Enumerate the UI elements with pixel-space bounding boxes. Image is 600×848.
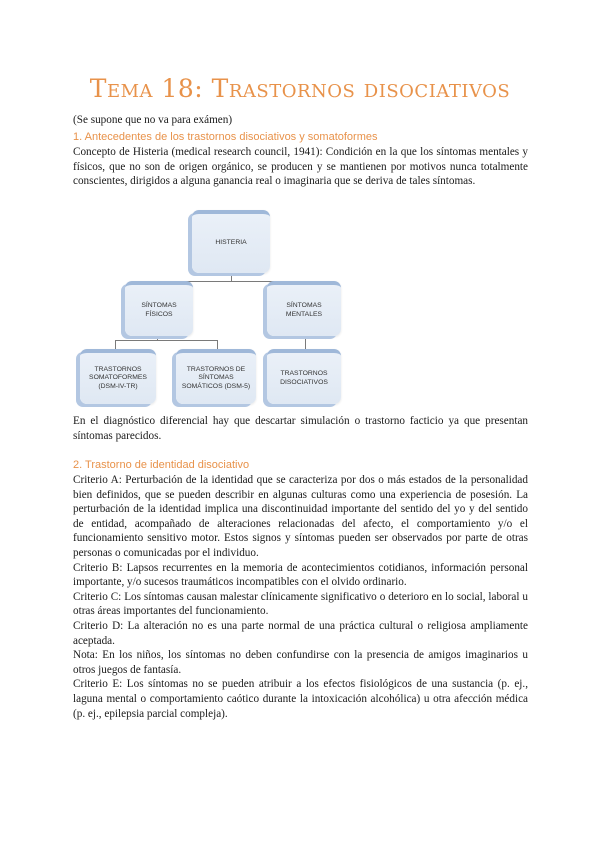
diagram-node-physical xyxy=(125,281,193,336)
criterio-e: Criterio E: Los síntomas no se pueden atribuir a los efectos fisiológicos de una sustancia (p. ej., laguna mental o comportamiento caótico durante la intoxicación alcohólica) u otra afección médica (p. ej., epilepsia parcial compleja). xyxy=(73,678,528,720)
section-1-intro: Concepto de Histeria (medical research council, 1941): Condición en la que los síntomas mentales y físicos, que no son de origen orgánico, se producen y se mantienen por motivos nunca totalmente conscientes, dirigidos a alguna ganancia real o imaginaria que se deriva de tales síntomas. xyxy=(73,146,528,188)
connector-left-bar xyxy=(115,340,218,341)
diagram-node-mental xyxy=(267,281,341,336)
diagram-node-mental-label: SÍNTOMAS MENTALES xyxy=(285,302,323,318)
hysteria-diagram xyxy=(75,205,365,410)
nota: Nota: En los niños, los síntomas no deben confundirse con la presencia de amigos imaginarios u otros juegos de fantasía. xyxy=(73,649,528,676)
diagram-node-somatic-symptoms-label: TRASTORNOS DE SÍNTOMAS SOMÁTICOS (DSM-5) xyxy=(181,365,251,390)
criterio-d: Criterio D: La alteración no es una parte normal de una práctica cultural o religiosa ampliamente aceptada. xyxy=(73,619,528,647)
diagram-node-somatoform xyxy=(80,349,156,404)
connector-left-child-2 xyxy=(217,340,218,349)
criterio-a: Criterio A: Perturbación de la identidad que se caracteriza por dos o más estados de la personalidad bien definidos, que se pueden describir en algunas culturas como una experiencia de posesión. La perturbación de la identidad implica una discontinuidad importante del sentido del yo y del sentido de entidad, acompañado de alteraciones relacionadas del afecto, el comportamiento y/o el funcionamiento sensitivo motor. Estos signos y síntomas pueden ser observados por parte de otras personas o comunicadas por el individuo. xyxy=(73,474,528,559)
section-1-outro: En el diagnóstico diferencial hay que descartar simulación o trastorno facticio ya que presentan síntomas parecidos. xyxy=(73,415,528,442)
exam-note: (Se supone que no va para exámen) xyxy=(73,114,233,126)
diagram-node-somatoform-label: TRASTORNOS SOMATOFORMES (DSM-IV-TR) xyxy=(89,365,147,390)
diagram-node-dissociative-label: TRASTORNOS DISOCIATIVOS xyxy=(280,370,328,386)
diagram-node-root xyxy=(192,210,270,273)
diagram-node-root-label: HISTERIA xyxy=(215,239,247,247)
diagram-node-somatic-symptoms xyxy=(176,349,256,404)
connector-left-child-1 xyxy=(115,340,116,349)
criterio-c: Criterio C: Los síntomas causan malestar clínicamente significativo o deterioro en lo social, laboral u otras áreas importantes del funcionamiento. xyxy=(73,590,528,618)
criterio-b: Criterio B: Lapsos recurrentes en la memoria de acontecimientos cotidianos, información personal importante, y/o sucesos traumáticos incompatibles con el olvido ordinario. xyxy=(73,561,528,589)
section-1-heading: 1. Antecedentes de los trastornos disociativos y somatoformes xyxy=(73,131,378,143)
section-2-body xyxy=(73,473,528,721)
section-2-heading: 2. Trastorno de identidad disociativo xyxy=(73,459,250,471)
page-title: Tema 18: Trastornos disociativos xyxy=(89,74,511,103)
diagram-node-physical-label: SÍNTOMAS FÍSICOS xyxy=(141,302,177,318)
diagram-node-dissociative xyxy=(267,349,341,404)
